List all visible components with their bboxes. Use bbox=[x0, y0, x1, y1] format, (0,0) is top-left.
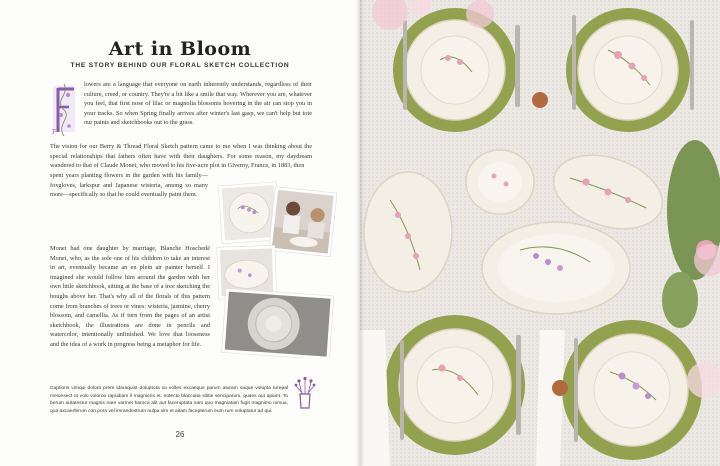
paragraph-2: The vision for our Berry & Thread Floral Sketch pattern came to me when I was thinking about the special relationships that fathers often have with their daughters. For some reason, my daydream wandered to that of Claude Monet, who moved to his five-acre plot in Giverny, France, in 1883, then bbox=[50, 143, 312, 170]
photo-captions: Captions Umqui dolora prem idaraquist doluptota sa volles excaeque parum aturam saque volupta turepal meionsect ut volo voloroo rapudiam il magnieris et. notecto blaccaita sititie sericiparum, quaes aut apiant. To berum autatestur magnis nare varmet haroca alit aut faceruptata sam quo magniatam fugit magnimo nimua, qua axcaerferum con pora vel imrandestrum nulpa sim et aitam facepterum eum rum voluptatur ad qui. bbox=[50, 386, 288, 414]
photo-collage bbox=[216, 180, 338, 358]
floral-dropcap-icon bbox=[50, 80, 78, 138]
flower-vase-icon bbox=[292, 376, 318, 410]
page-number: 26 bbox=[175, 430, 185, 439]
collage-photo-painters bbox=[269, 187, 337, 257]
article-subtitle: THE STORY BEHIND OUR FLORAL SKETCH COLLECTION bbox=[70, 62, 290, 69]
collage-photo-lace-plate bbox=[222, 288, 334, 358]
paragraph-3: spent years planting flowers in the garden with his family—foxgloves, larkspur and Japanese wisteria, among so many more—specifically so that he could eventually paint them. bbox=[50, 172, 208, 199]
book-gutter bbox=[356, 0, 364, 466]
center-bowl bbox=[466, 150, 534, 214]
paragraph-4: Monet had one daughter by marriage, Blanche Hoschedé Monet, who, as the sole one of his children to take an interest in art, eventually became an en plein air painter herself. I imagined she would follow him around the garden with her own little sketchbook, sitting at the base of a tree sketching the boughs above her. That's why all of the florals of this pattern come from branches of trees or vines: wisteria, jasmine, cherry blossom, and camellia. As if torn from the pages of an artist sketchbook, the illustrations are done in pencils and watercolor, intentionally unfinished. We love that looseness and the idea of a work in progress being a metaphor for life. bbox=[50, 245, 210, 348]
article-title: Art in Bloom bbox=[108, 38, 252, 60]
dropcap-letter: F bbox=[52, 129, 57, 136]
center-platter bbox=[482, 222, 630, 314]
paragraph-1: lowers are a language that everyone on earth inherently understands, regardless of their culture, creed, or country. They're a bit like a smile that way. Wherever you are, whatever you feel, that first nose of lilac or magnolia blossoms hovering in the air can stop you in your tracks. So when Spring finally arrives after winter's last gasp, we can't help but tote our paints and sketchbooks out to the grass. bbox=[84, 81, 312, 127]
left-oval-platter bbox=[364, 172, 452, 292]
tablescape-photo bbox=[360, 0, 720, 466]
right-page-photo bbox=[360, 0, 720, 466]
